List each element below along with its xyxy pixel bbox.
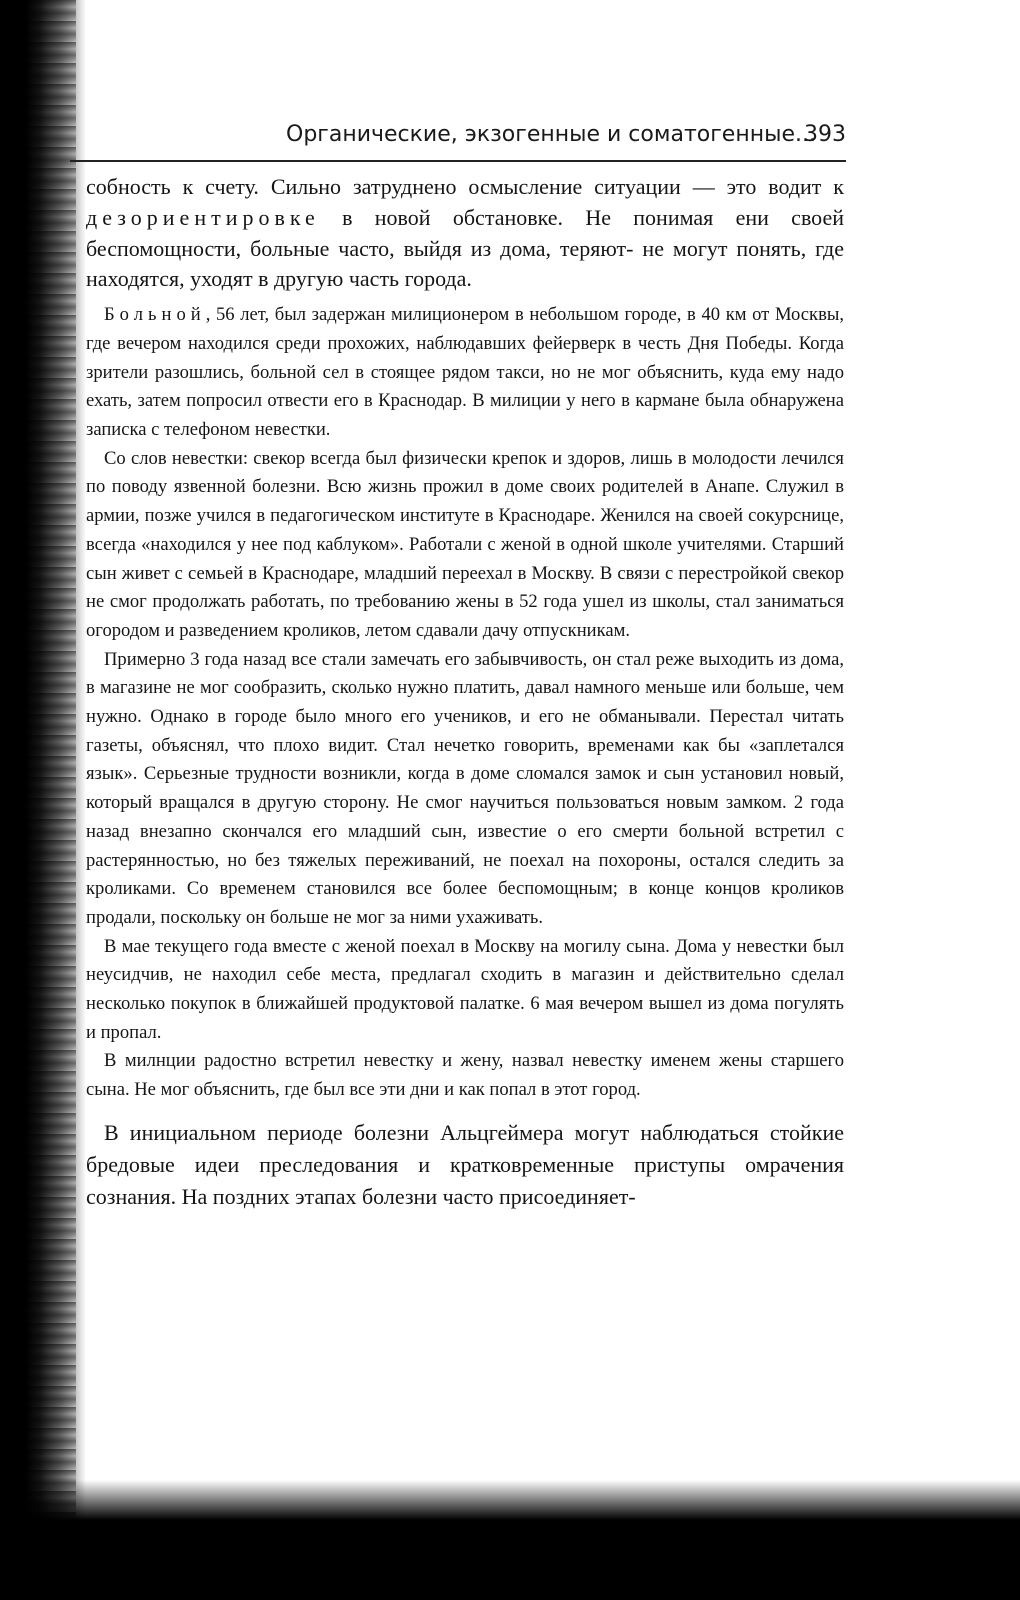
- spaced-term: Больной: [104, 304, 206, 326]
- header-rule: [70, 160, 846, 162]
- spaced-term: дезориентировке: [86, 204, 320, 230]
- running-header: [286, 118, 846, 154]
- running-title: Органические, экзогенные и соматогенные...: [286, 122, 816, 147]
- case-paragraph: Со слов невестки: свекор всегда был физически крепок и здоров, лишь в молодости лечился по поводу язвенной болезни. Всю жизнь прожил в доме своих родителей в Анапе. Служил в армии, позже учился в педагогическом институте в Краснодаре. Женился на своей сокурснице, всегда «находился у нее под каблуком». Работали с женой в одной школе учителями. Старший сын живет с семьей в Краснодаре, младший переехал в Москву. В связи с перестройкой свекор не смог продолжать работать, по требованию жены в 52 года ушел из школы, стал заниматься огородом и разведением кроликов, летом сдавали дачу отпускникам.: [86, 447, 844, 641]
- case-paragraph: Больной, 56 лет, был задержан милиционером в небольшом городе, в 40 км от Москвы, где вечером находился среди прохожих, наблюдавших фейерверк в честь Дня Победы. Когда зрители разошлись, больной сел в стоящее рядом такси, но не мог объяснить, куда ему надо ехать, затем попросил отвести его в Краснодар. В милиции у него в кармане была обнаружена записка с телефоном невестки.: [86, 304, 844, 440]
- paragraph-conclusion: В инициальном периоде болезни Альцгеймера могут наблюдаться стойкие бредовые идеи преследования и кратковременные приступы омрачения сознания. На поздних этапах болезни часто присоединяет-: [86, 1119, 844, 1209]
- page-number: 393: [804, 122, 846, 147]
- case-paragraph: В милнции радостно встретил невестку и жену, назвал невестку именем жены старшего сына. Не мог объяснить, где был все эти дни и как попал в этот город.: [86, 1050, 844, 1101]
- page-body: [86, 172, 844, 1213]
- paragraph-intro: собность к счету. Сильно затруднено осмысление ситуации — это водит к дезориентировке в новой обстановке. Не понимая ени своей беспомощности, больные часто, выйдя из дома, теряют- не могут понять, где находятся, уходят в другую часть города.: [86, 174, 845, 292]
- case-paragraph: Примерно 3 года назад все стали замечать его забывчивость, он стал реже выходить из дома, в магазине не мог сообразить, сколько нужно платить, давал намного меньше или больше, чем нужно. Однако в городе было много его учеников, и его не обманывали. Перестал читать газеты, объяснял, что плохо видит. Стал нечетко говорить, временами как бы «заплетался язык». Серьезные трудности возникли, когда в доме сломался замок и сын установил новый, который вращался в другую сторону. Не смог научиться пользоваться новым замком. 2 года назад внезапно скончался его младший сын, известие о его смерти больной встретил с растерянностью, но без тяжелых переживаний, не поехал на похороны, остался следить за кроликами. Со временем становился все более беспомощным; в конце концов кроликов продали, поскольку он больше не мог за ними ухаживать.: [86, 648, 844, 928]
- scan-bottom-shadow: [0, 1480, 1020, 1600]
- binding-shadow: [0, 0, 86, 1600]
- case-paragraph: В мае текущего года вместе с женой поехал в Москву на могилу сына. Дома у невестки был неусидчив, не находил себе места, предлагал сходить в магазин и действительно сделал несколько покупок в ближайшей продуктовой палатке. 6 мая вечером вышел из дома погулять и пропал.: [86, 935, 844, 1043]
